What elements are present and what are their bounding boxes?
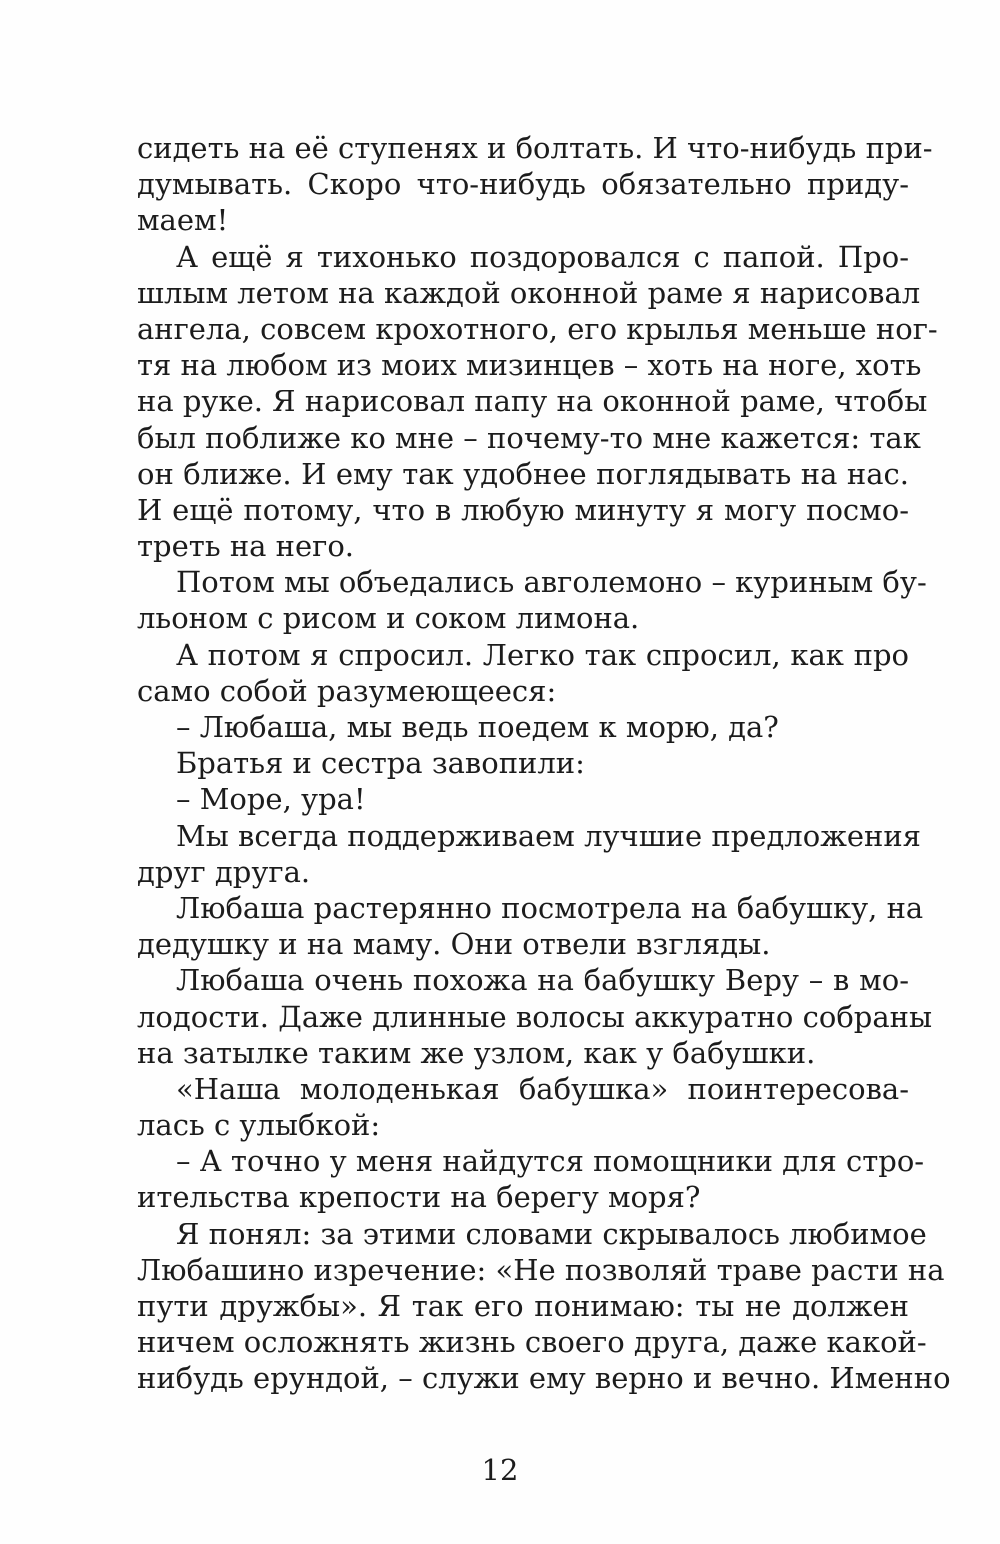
paragraph-line: думывать. Скоро что-нибудь обязательно приду- bbox=[137, 167, 909, 202]
paragraph-line: льоном с рисом и соком лимона. bbox=[137, 601, 640, 636]
paragraph-line: И ещё потому, что в любую минуту я могу посмо- bbox=[137, 492, 909, 527]
paragraph-line: лась с улыбкой: bbox=[137, 1108, 381, 1143]
paragraph-line: на затылке таким же узлом, как у бабушки. bbox=[137, 1035, 816, 1070]
paragraph-line: тя на любом из моих мизинцев – хоть на ноге, хоть bbox=[137, 348, 922, 383]
paragraph-line: он ближе. И ему так удобнее поглядывать на нас. bbox=[137, 456, 909, 491]
paragraph-line: – Любаша, мы ведь поедем к морю, да? bbox=[176, 710, 779, 744]
paragraph-line: – Море, ура! bbox=[176, 782, 366, 817]
paragraph-line: ангела, совсем крохотного, его крылья меньше ног- bbox=[137, 311, 938, 346]
paragraph-line: был поближе ко мне – почему-то мне кажется: так bbox=[137, 420, 921, 455]
paragraph-line: Любаша очень похожа на бабушку Веру – в мо- bbox=[176, 963, 909, 998]
paragraph-line: нибудь ерундой, – служи ему верно и вечно. Именно bbox=[137, 1361, 951, 1396]
paragraph-line: пути дружбы». Я так его понимаю: ты не должен bbox=[137, 1289, 909, 1323]
paragraph-line: ительства крепости на берегу моря? bbox=[137, 1180, 701, 1215]
paragraph-line: на руке. Я нарисовал папу на оконной раме, чтобы bbox=[137, 384, 928, 419]
paragraph-line: Я понял: за этими словами скрывалось любимое bbox=[176, 1216, 927, 1251]
paragraph-line: сидеть на её ступенях и болтать. И что-нибудь при- bbox=[137, 131, 933, 165]
paragraph-line: «Наша молоденькая бабушка» поинтересова- bbox=[176, 1071, 909, 1106]
paragraph-line: А ещё я тихонько поздоровался с папой. Про- bbox=[176, 239, 909, 274]
paragraph-line: – А точно у меня найдутся помощники для стро- bbox=[176, 1144, 925, 1179]
paragraph-line: Любаша растерянно посмотрела на бабушку, на bbox=[176, 890, 924, 925]
paragraph-line: друг друга. bbox=[137, 854, 311, 889]
paragraph-line: треть на него. bbox=[137, 529, 355, 564]
paragraph-line: Мы всегда поддерживаем лучшие предложения bbox=[176, 818, 921, 853]
paragraph-line: А потом я спросил. Легко так спросил, как про bbox=[176, 637, 909, 672]
page-number: 12 bbox=[481, 1453, 519, 1487]
paragraph-line: Потом мы объедались авголемоно – куриным бу- bbox=[176, 565, 927, 600]
paragraph-line: Братья и сестра завопили: bbox=[176, 746, 585, 781]
paragraph-line: шлым летом на каждой оконной раме я нарисовал bbox=[137, 275, 921, 310]
paragraph-line: ничем осложнять жизнь своего друга, даже какой- bbox=[137, 1325, 927, 1360]
body-text bbox=[137, 130, 951, 1397]
paragraph-line: маем! bbox=[137, 203, 229, 238]
paragraph-line: дедушку и на маму. Они отвели взгляды. bbox=[137, 927, 771, 962]
paragraph-line: лодости. Даже длинные волосы аккуратно собраны bbox=[137, 999, 933, 1034]
paragraph-line: само собой разумеющееся: bbox=[137, 673, 557, 708]
paragraph-line: Любашино изречение: «Не позволяй траве расти на bbox=[137, 1252, 945, 1287]
